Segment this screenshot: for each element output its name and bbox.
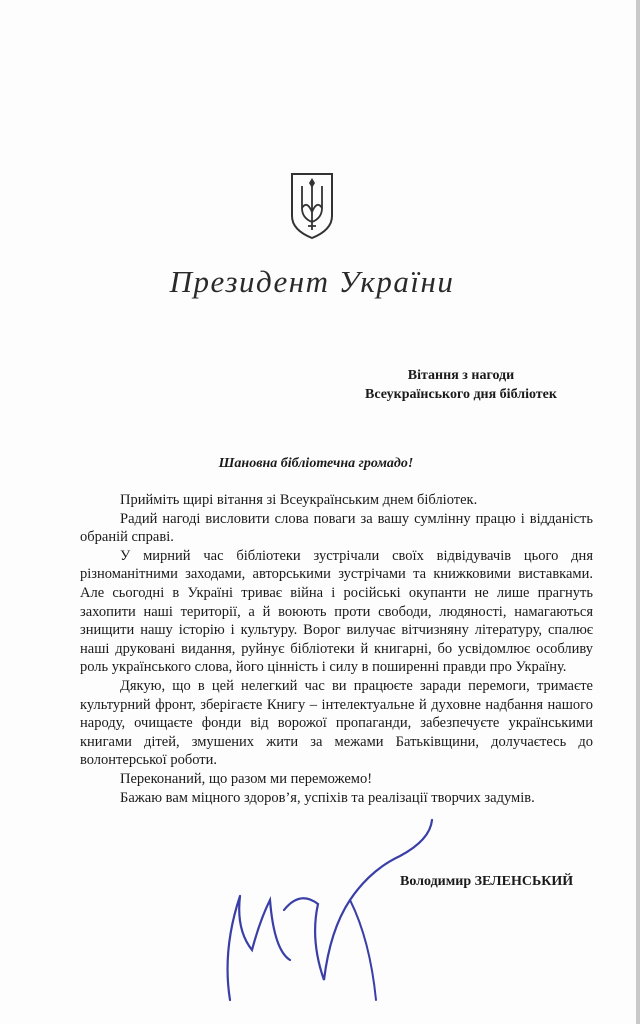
occasion-line-2: Всеукраїнського дня бібліотек — [365, 387, 557, 402]
occasion-line-1: Вітання з нагоди — [407, 368, 515, 383]
page-title: Президент України — [169, 264, 455, 299]
trident-emblem-icon — [288, 170, 336, 240]
occasion-block — [320, 366, 602, 404]
paragraph: Дякую, що в цей нелегкий час ви працюєте заради перемоги, тримаєте культурний фронт, зберігаєте Книгу – інтелектуальне й духовне надбання нашого народу, очищаєте фонди від ворожої пропаганди, забезпечуєте українськими книгами дітей, змушених жити за межами Батьківщини, долучаєтесь до волонтерської роботи. — [80, 677, 593, 769]
paragraph: Прийміть щирі вітання зі Всеукраїнським днем бібліотек. — [120, 492, 478, 508]
signature-name: Володимир ЗЕЛЕНСЬКИЙ — [400, 874, 574, 889]
letter-body — [80, 491, 593, 807]
salutation: Шановна бібліотечна громадо! — [218, 456, 414, 471]
paragraph: Переконаний, що разом ми переможемо! — [120, 770, 373, 787]
handwritten-signature — [200, 800, 440, 1024]
paragraph: Радий нагоді висловити слова поваги за вашу сумлінну працю і відданість обраній справі. — [80, 510, 593, 546]
paragraph: Бажаю вам міцного здоров’я, успіхів та реалізації творчих задумів. — [120, 789, 535, 806]
paragraph: У мирний час бібліотеки зустрічали своїх відвідувачів цього дня різноманітними заходами, авторськими зустрічами та книжковими виставками. Але сьогодні в Україні триває війна і російські окупанти не лише прагнуть захопити наші території, а й воюють проти свободи, людяності, намагаються знищити нашу історію і культуру. Ворог вилучає вітчизняну літературу, спалює наші друковані видання, руйнує бібліотеки й книгарні, бо усвідомлює особливу роль українського слова, його цінність і силу в поширенні правди про Україну. — [80, 547, 593, 676]
